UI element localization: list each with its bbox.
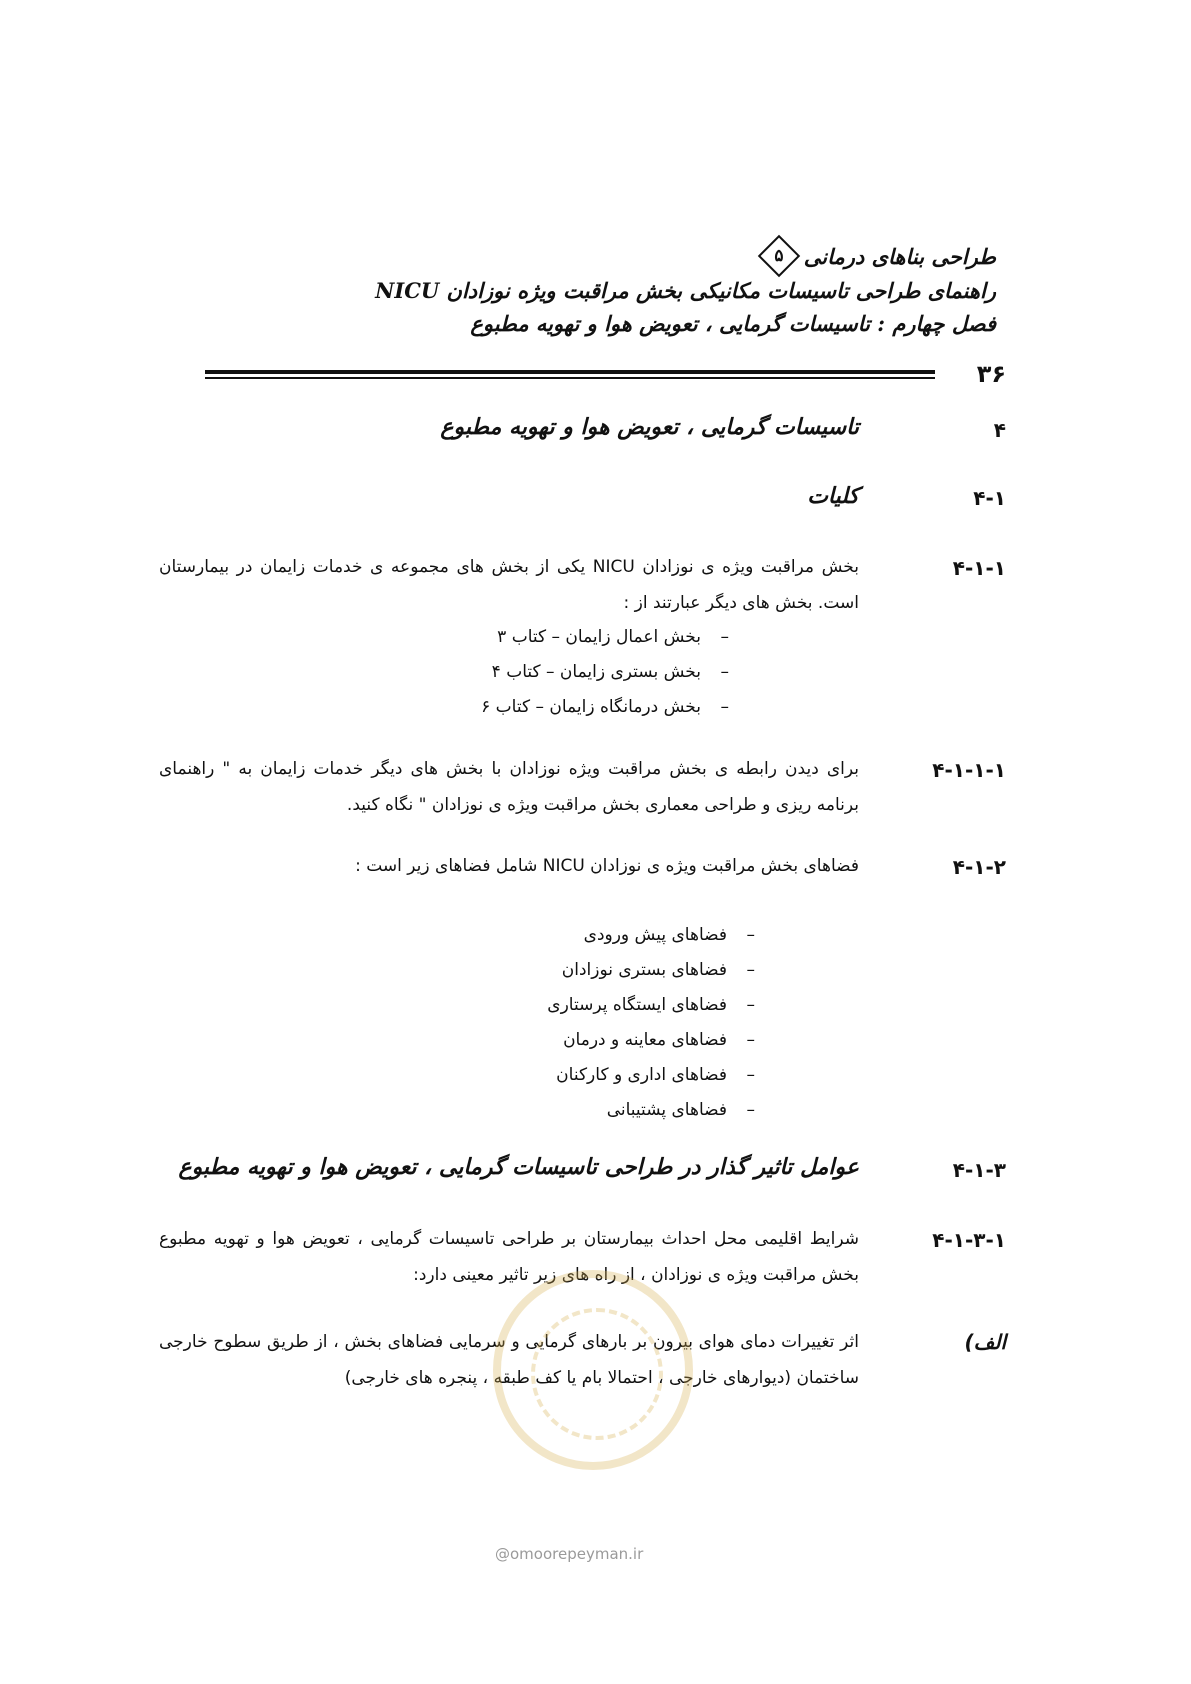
para-4-1-1-1-number: ۴-۱-۱-۱ — [932, 758, 1006, 782]
para-4-1-3-number: ۴-۱-۳ — [952, 1158, 1006, 1182]
list-item: –فضاهای پیش ورودی — [583, 925, 755, 945]
list-item: –فضاهای اداری و کارکنان — [556, 1065, 755, 1085]
section-title: کلیات — [807, 483, 859, 509]
chapter-title: تاسیسات گرمایی ، تعویض هوا و تهویه مطبوع — [440, 414, 859, 440]
header-chapter-title: فصل چهارم : تاسیسات گرمایی ، تعویض هوا و تهویه مطبوع — [470, 310, 996, 336]
list-item: –فضاهای ایستگاه پرستاری — [547, 995, 755, 1015]
header-rule — [205, 370, 935, 379]
header-series-line — [196, 240, 996, 274]
para-4-1-1-1-text: برای دیدن رابطه ی بخش مراقبت ویژه نوزادان با بخش های دیگر خدمات زایمان به " راهنمای برنامه ریزی و طراحی معماری بخش مراقبت ویژه ی نوزادان " نگاه کنید. — [159, 759, 859, 815]
list-4-1-1 — [481, 620, 729, 725]
series-number-badge — [758, 234, 800, 276]
para-4-1-3-1-number: ۴-۱-۳-۱ — [932, 1228, 1006, 1252]
section-number: ۴-۱ — [973, 486, 1006, 510]
list-item: –فضاهای معاینه و درمان — [563, 1030, 755, 1050]
list-4-1-2 — [547, 918, 755, 1128]
watermark-seal — [493, 1270, 693, 1470]
item-alef-text: اثر تغییرات دمای هوای بیرون بر بارهای گرمایی و سرمایی فضاهای بخش ، از طریق سطوح خارجی ساختمان (دیوارهای خارجی ، احتمالا بام یا کف طبقه ، پنجره های خارجی) — [159, 1332, 859, 1388]
para-4-1-1-number: ۴-۱-۱ — [952, 556, 1006, 580]
page-number: ۳۶ — [976, 360, 1006, 388]
para-4-1-3-1-text: شرایط اقلیمی محل احداث بیمارستان بر طراحی تاسیسات گرمایی ، تعویض هوا و تهویه مطبوع بخش مراقبت ویژه ی نوزادان ، از راه های زیر تاثیر معینی دارد: — [159, 1229, 859, 1285]
list-item: –بخش درمانگاه زایمان – کتاب ۶ — [481, 697, 729, 717]
running-header — [196, 240, 996, 340]
list-item: –بخش بستری زایمان – کتاب ۴ — [491, 662, 729, 682]
header-series-title: طراحی بناهای درمانی — [803, 244, 996, 269]
watermark-url: @omoorepeyman.ir — [495, 1545, 644, 1563]
list-item: –فضاهای بستری نوزادان — [561, 960, 755, 980]
para-4-1-1-text: بخش مراقبت ویژه ی نوزادان NICU یکی از بخش های مجموعه ی خدمات زایمان در بیمارستان است. بخش های دیگر عبارتند از : — [159, 557, 859, 613]
para-4-1-2-text: فضاهای بخش مراقبت ویژه ی نوزادان NICU شامل فضاهای زیر است : — [355, 856, 859, 876]
item-alef-label: الف) — [964, 1330, 1006, 1354]
chapter-number: ۴ — [993, 418, 1006, 442]
list-item: –فضاهای پشتیبانی — [606, 1100, 755, 1120]
list-item: –بخش اعمال زایمان – کتاب ۳ — [497, 627, 729, 647]
series-number: ۵ — [774, 245, 784, 266]
header-guide-title: راهنمای طراحی تاسیسات مکانیکی بخش مراقبت ویژه نوزادان NICU — [375, 277, 996, 303]
para-4-1-2-number: ۴-۱-۲ — [952, 855, 1006, 879]
para-4-1-3-title: عوامل تاثیر گذار در طراحی تاسیسات گرمایی ، تعویض هوا و تهویه مطبوع — [178, 1154, 859, 1180]
